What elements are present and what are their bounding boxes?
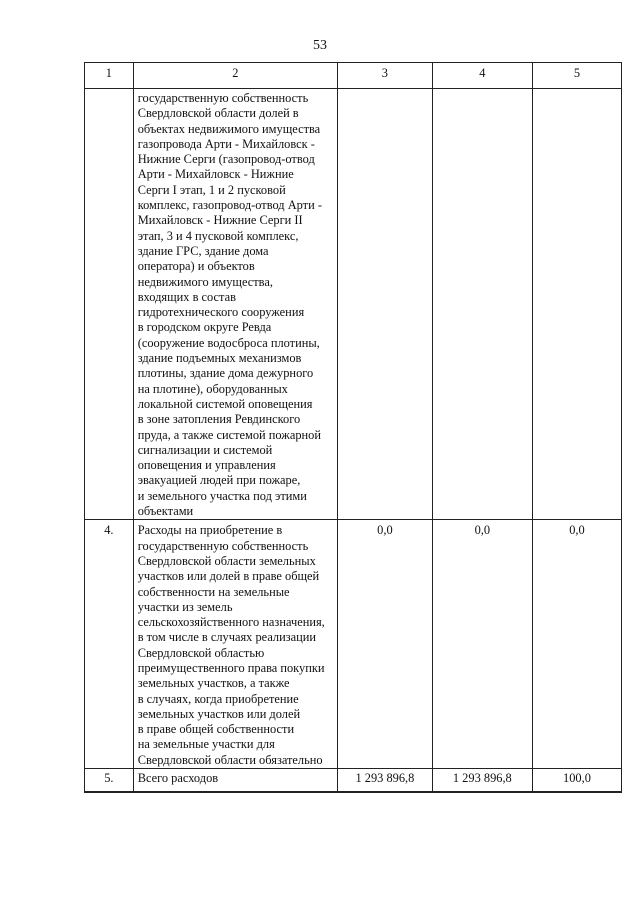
header-col-1: 1	[85, 63, 134, 89]
row-description: Расходы на приобретение в государственную собственность Свердловской области земельных участков или долей в праве общей собственности на земельные участки из земель сельскохозяйственного назначения, в том числе в случаях реализации Свердловской областью преимущественного права покупки земельных участков, а также в случаях, когда приобретение земельных участков или долей в праве общей собственности на земельные участки для Свердловской области обязательно	[133, 520, 337, 769]
row-value-col5	[532, 89, 621, 520]
page-number: 53	[313, 38, 327, 53]
header-col-3: 3	[338, 63, 433, 89]
table-row	[85, 520, 622, 769]
row-value-col4: 1 293 896,8	[432, 769, 532, 793]
row-value-col4	[432, 89, 532, 520]
row-description: государственную собственность Свердловской области долей в объектах недвижимого имущества газопровода Арти - Михайловск - Нижние Серги (газопровод-отвод Арти - Михайловск - Нижние Серги I этап, 1 и 2 пусковой комплекс, газопровод-отвод Арти - Михайловск - Нижние Серги II этап, 3 и 4 пусковой комплекс, здание ГРС, здание дома оператора) и объектов недвижимого имущества, входящих в состав гидротехнического сооружения в городском округе Ревда (сооружение водосброса плотины, здание подъемных механизмов плотины, здание дома дежурного на плотине), оборудованных локальной системой оповещения в зоне затопления Ревдинского пруда, а также системой пожарной сигнализации и системой оповещения и управления эвакуацией людей при пожаре, и земельного участка под этими объектами	[133, 89, 337, 520]
row-value-col3: 0,0	[338, 520, 433, 769]
table-row	[85, 89, 622, 520]
row-value-col3	[338, 89, 433, 520]
row-value-col5: 0,0	[532, 520, 621, 769]
row-description: Всего расходов	[133, 769, 337, 793]
row-value-col4: 0,0	[432, 520, 532, 769]
row-number	[85, 89, 134, 520]
header-col-5: 5	[532, 63, 621, 89]
row-value-col3: 1 293 896,8	[338, 769, 433, 793]
table-header-row	[85, 63, 622, 89]
row-number: 4.	[85, 520, 134, 769]
budget-table	[84, 62, 622, 793]
table-row-total	[85, 769, 622, 793]
header-col-4: 4	[432, 63, 532, 89]
header-col-2: 2	[133, 63, 337, 89]
row-value-col5: 100,0	[532, 769, 621, 793]
row-number: 5.	[85, 769, 134, 793]
